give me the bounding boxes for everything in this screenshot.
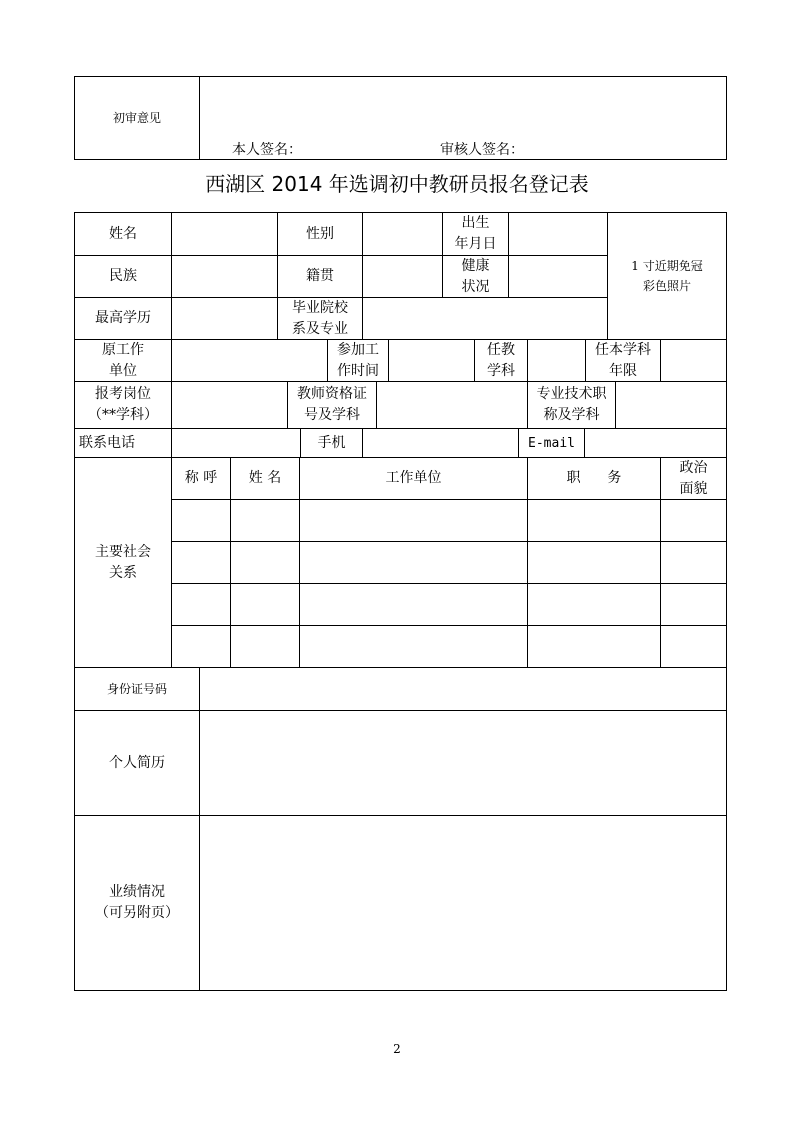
- border: [74, 990, 727, 991]
- page-number: 2: [393, 1042, 401, 1056]
- orig-unit-line2: 单位: [109, 362, 137, 379]
- school-label-line2: 系及专业: [292, 320, 348, 337]
- mobile-input[interactable]: [363, 429, 518, 457]
- self-signature-label: 本人签名：: [232, 142, 302, 158]
- subject-years-line1: 任本学科: [595, 341, 651, 358]
- original-unit-label: [75, 340, 171, 381]
- professional-title-input[interactable]: [616, 382, 726, 428]
- native-place-label: 籍贯: [306, 268, 334, 284]
- school-label-line1: 毕业院校: [292, 299, 348, 316]
- form-title: 西湖区 2014 年选调初中教研员报名登记表: [205, 172, 589, 196]
- birth-date-input[interactable]: [509, 213, 607, 255]
- birth-date-label: [443, 213, 508, 255]
- table-row[interactable]: [172, 500, 726, 541]
- email-label: E-mail: [528, 435, 575, 451]
- achievements-label: [75, 816, 199, 990]
- achievements-line2: （可另附页）: [95, 905, 179, 921]
- email-input[interactable]: [585, 429, 726, 457]
- table-row[interactable]: [172, 584, 726, 625]
- gender-input[interactable]: [363, 213, 442, 255]
- teacher-cert-input[interactable]: [377, 382, 527, 428]
- school-major-input[interactable]: [363, 298, 607, 339]
- photo-label-line1: 1 寸近期免冠: [631, 259, 703, 273]
- ethnicity-input[interactable]: [172, 256, 277, 297]
- border: [726, 212, 727, 991]
- opinion-input[interactable]: [200, 77, 726, 137]
- col-header-work-unit: 工作单位: [385, 470, 442, 486]
- gender-label: 性别: [306, 225, 334, 242]
- id-number-input[interactable]: [200, 668, 726, 710]
- achievements-line1: 业绩情况: [109, 884, 165, 900]
- border: [726, 76, 727, 160]
- education-input[interactable]: [172, 298, 277, 339]
- teacher-cert-label: [288, 382, 376, 428]
- resume-label: 个人简历: [109, 754, 165, 771]
- teach-subject-input[interactable]: [528, 340, 585, 381]
- id-number-label: 身份证号码: [106, 682, 167, 696]
- col-header-relation: 称 呼: [184, 470, 218, 486]
- social-relations-label: [75, 458, 171, 667]
- title-line1: 专业技术职: [536, 386, 607, 402]
- birth-label-line1: 出生: [461, 215, 490, 231]
- photo-box[interactable]: [608, 213, 726, 339]
- achievements-input[interactable]: [200, 816, 726, 990]
- title-line2: 称及学科: [543, 407, 600, 423]
- work-start-line2: 作时间: [337, 362, 379, 379]
- position-line2: （**学科）: [88, 407, 158, 423]
- political-line1: 政治: [679, 459, 708, 476]
- school-major-label: [278, 298, 362, 339]
- cert-line2: 号及学科: [304, 407, 360, 423]
- teach-subject-line1: 任教: [487, 341, 515, 358]
- table-row[interactable]: [172, 626, 726, 667]
- teach-subject-line2: 学科: [487, 362, 515, 379]
- work-start-label: [328, 340, 388, 381]
- health-label-line2: 状况: [461, 278, 490, 295]
- name-label: 姓名: [109, 225, 137, 242]
- subject-years-label: [586, 340, 660, 381]
- original-unit-input[interactable]: [172, 340, 327, 381]
- health-label-line1: 健康: [461, 257, 490, 274]
- subject-years-input[interactable]: [661, 340, 726, 381]
- reviewer-signature-label: 审核人签名：: [440, 142, 524, 158]
- education-label: 最高学历: [95, 310, 151, 326]
- resume-input[interactable]: [200, 711, 726, 815]
- col-header-political: [661, 458, 726, 499]
- professional-title-label: [528, 382, 615, 428]
- name-input[interactable]: [172, 213, 277, 255]
- health-input[interactable]: [509, 256, 607, 297]
- position-input[interactable]: [172, 382, 287, 428]
- table-row[interactable]: [172, 542, 726, 583]
- col-header-name: 姓 名: [248, 470, 282, 486]
- political-line2: 面貌: [679, 480, 708, 497]
- birth-label-line2: 年月日: [454, 236, 497, 252]
- ethnicity-label: 民族: [109, 268, 137, 284]
- photo-label-line2: 彩色照片: [642, 279, 691, 293]
- health-label: [443, 256, 508, 297]
- phone-input[interactable]: [172, 429, 300, 457]
- subject-years-line2: 年限: [609, 362, 637, 379]
- position-line1: 报考岗位: [95, 386, 151, 402]
- col-header-duty: 职 务: [566, 470, 622, 486]
- social-line2: 关系: [109, 564, 137, 581]
- native-place-input[interactable]: [363, 256, 442, 297]
- cert-line1: 教师资格证: [297, 386, 367, 402]
- orig-unit-line1: 原工作: [102, 341, 144, 358]
- opinion-label: 初审意见: [112, 111, 161, 125]
- work-start-input[interactable]: [389, 340, 474, 381]
- work-start-line1: 参加工: [337, 341, 379, 358]
- position-label: [75, 382, 171, 428]
- border: [74, 159, 727, 160]
- teach-subject-label: [475, 340, 527, 381]
- social-line1: 主要社会: [95, 543, 151, 560]
- mobile-label: 手机: [317, 434, 346, 451]
- phone-label: 联系电话: [79, 434, 135, 451]
